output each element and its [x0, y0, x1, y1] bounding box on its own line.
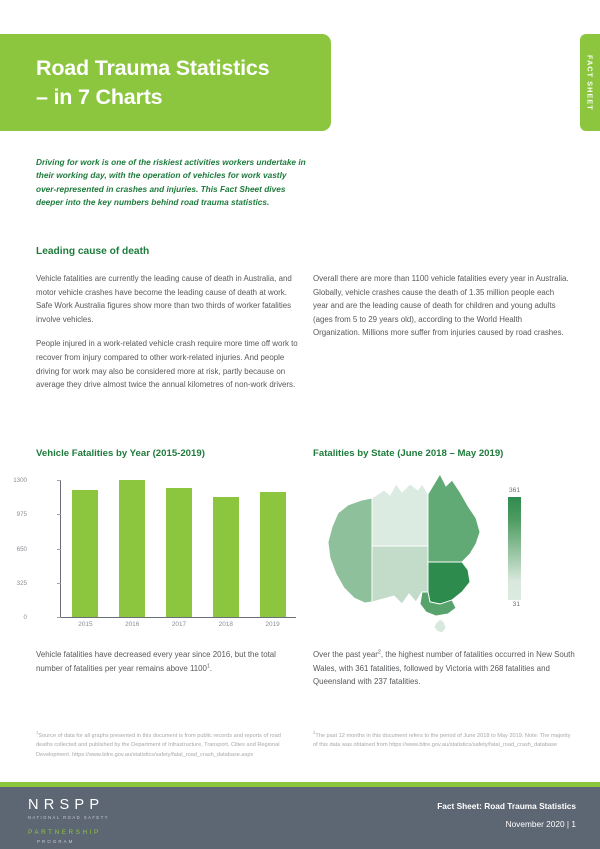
bar-chart-y-tick-label: 975	[16, 511, 27, 519]
footer-meta	[437, 801, 576, 829]
caption-right-head: Over the past year	[313, 650, 378, 659]
caption-right-tail: , the highest number of fatalities occurred in New South Wales, with 361 fatalities, followed by Victoria with 268 fatalities and Queensland with 237 fatalities.	[313, 650, 575, 687]
page-title: Road Trauma Statistics – in 7 Charts	[36, 56, 270, 109]
bar-2018	[213, 497, 239, 617]
bar-chart-title: Vehicle Fatalities by Year (2015-2019)	[36, 448, 205, 459]
logo-tagline: NATIONAL ROAD SAFETY	[28, 814, 110, 820]
bar-chart-y-tick-label: 0	[23, 614, 27, 621]
bar-chart-y-tick-mark	[57, 480, 61, 481]
bar-chart-x-label: 2017	[171, 621, 187, 628]
bar-2019	[260, 492, 286, 617]
bar-column	[156, 480, 203, 617]
bar-chart-x-axis	[60, 617, 296, 618]
caption-left-text: Vehicle fatalities have decreased every year since 2016, but the total number of fatalities per year remains above 1100	[36, 650, 276, 673]
bar-column	[202, 480, 249, 617]
paragraph-left-2: People injured in a work-related vehicle crash require more time off work to recover from injury compared to other work-related injuries. And people driving for work may also be considered more at risk, partly because on average they drive almost twice the annual kilometres of non-work drivers.	[36, 339, 298, 390]
map-legend-max-label: 361	[508, 487, 520, 494]
map-region-qld	[428, 474, 480, 562]
footnote-1-marker: 1	[36, 730, 39, 735]
map-svg	[310, 470, 600, 635]
bar-chart-y-tick-mark	[57, 583, 61, 584]
footer-doc-title: Fact Sheet: Road Trauma Statistics	[437, 801, 576, 811]
bar-chart-x-label: 2018	[218, 621, 233, 628]
map-chart-caption	[313, 648, 575, 689]
logo-program: PROGRAM	[37, 838, 75, 844]
bar-chart-x-label: 2015	[78, 621, 93, 628]
australia-choropleth-map	[310, 470, 600, 635]
body-column-right	[313, 272, 571, 351]
map-region-nt	[372, 484, 428, 546]
map-region-sa	[372, 546, 428, 604]
bar-column	[62, 480, 109, 617]
bar-chart-x-labels	[62, 621, 296, 628]
map-region-wa	[328, 498, 372, 603]
bar-chart	[13, 472, 300, 632]
map-region-tas	[434, 619, 446, 633]
bar-chart-y-tick-mark	[57, 617, 61, 618]
bar-chart-y-tick-mark	[57, 549, 61, 550]
map-legend-gradient	[508, 497, 521, 600]
nrspp-logo	[28, 798, 148, 844]
page-footer	[0, 787, 600, 849]
bar-2016	[119, 480, 145, 617]
bar-chart-y-tick-label: 325	[16, 579, 27, 587]
footnote-2-text: The past 12 months in this document refers to the period of June 2018 to May 2019. Note: The majority of this data was obtained from https://www.bitre.gov.au/statistics/safety/fatal_road_crash_database	[313, 732, 571, 749]
bar-2015	[72, 490, 98, 617]
bar-chart-x-label: 2019	[265, 621, 280, 628]
paragraph-left-1: Vehicle fatalities are currently the leading cause of death in Australia, and motor vehicle crashes have become the leading cause of death at work. Safe Work Australia figures show more than two thirds of worker fatalities involve vehicles.	[36, 274, 292, 324]
bar-chart-caption	[36, 648, 300, 675]
logo-wordmark: NRSPP	[28, 797, 105, 813]
bar-2017	[166, 488, 192, 617]
bar-chart-y-tick-label: 1300	[13, 477, 27, 484]
footer-date-page: November 2020 | 1	[505, 819, 576, 829]
footnote-2-marker: 2	[313, 730, 316, 735]
body-column-left	[36, 272, 303, 403]
fact-sheet-tab-label: FACT SHEET	[585, 54, 595, 111]
fact-sheet-tab	[580, 34, 600, 131]
map-chart-title: Fatalities by State (June 2018 – May 2019)	[313, 448, 504, 459]
caption-left-tail: .	[209, 663, 213, 673]
map-legend-min-label: 31	[512, 601, 520, 608]
footnote-1	[36, 729, 294, 760]
bar-chart-bars	[62, 480, 296, 617]
caption-right-footnote-ref: 2	[377, 649, 381, 656]
section-heading-leading-cause: Leading cause of death	[36, 246, 150, 257]
page-title-block	[0, 34, 331, 131]
logo-partnership: PARTNERSHIP	[28, 828, 101, 836]
intro-paragraph: Driving for work is one of the riskiest activities workers undertake in their working day, with the operation of vehicles for work vastly over-represented in crashes and injuries. This Fact Sheet dives deeper into the key numbers behind road trauma statistics.	[36, 157, 306, 208]
map-region-nsw	[428, 562, 470, 604]
bar-column	[249, 480, 296, 617]
paragraph-right-1: Overall there are more than 1100 vehicle fatalities every year in Australia. Globally, vehicle crashes cause the death of 1.35 million people each year and are the leading cause of death for children and young adults (ages from 5 to 29 years old), according to the World Health Organization. Millions more suffer from injuries caused by road crashes.	[313, 274, 569, 338]
bar-column	[109, 480, 156, 617]
bar-chart-y-tick-mark	[57, 514, 61, 515]
footnote-1-text: Source of data for all graphs presented in this document is from public records and reports of road deaths collected and published by the Department of Infrastructure, Transport, Cities and Regional Development. https://www.bitre.gov.au/statistics/safety/fatal_road_crash_database.aspx	[36, 732, 281, 758]
caption-left-footnote-ref: 1	[206, 662, 210, 669]
bar-chart-x-label: 2016	[125, 621, 140, 628]
footnote-2	[313, 729, 571, 751]
bar-chart-y-tick-label: 650	[16, 545, 27, 553]
